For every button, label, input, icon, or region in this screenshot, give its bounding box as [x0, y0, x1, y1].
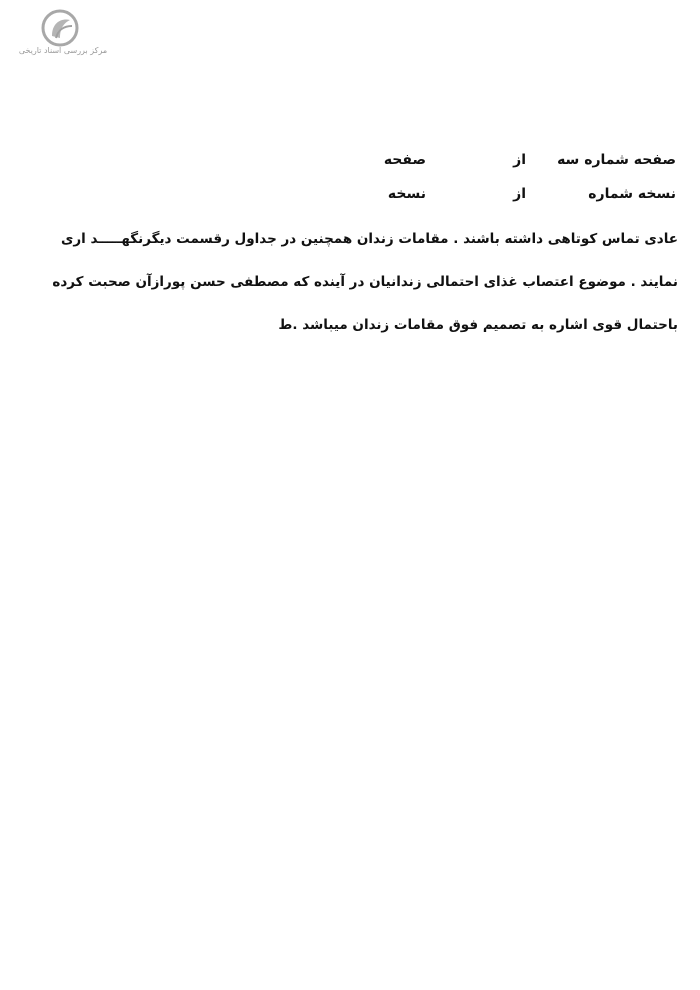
page-of-label: از — [513, 152, 526, 168]
copy-number-line — [356, 186, 676, 208]
copy-total-label: نسخه — [387, 186, 426, 202]
body-line: عادی تماس کوتاهی داشته باشند . مقامات زندان همچنین در جداول رقسمت دیگرنگهـــــد اری — [61, 231, 678, 247]
copy-of-label: از — [513, 186, 526, 202]
body-line: نمایند . موضوع اعتصاب غذای احتمالی زندانیان در آینده که مصطفی حسن پورازآن صحبت کرده — [52, 274, 678, 290]
page-total-label: صفحه — [383, 152, 426, 168]
archive-caption: مرکز بررسی اسناد تاریخی — [18, 46, 108, 55]
page-number-line — [356, 152, 676, 174]
archive-seal-icon — [40, 8, 80, 48]
archive-logo — [8, 8, 118, 60]
body-line: باحتمال قوی اشاره به تصمیم فوق مقامات زندان میباشد .ط — [278, 317, 678, 333]
copy-number-label: نسخه شماره — [588, 186, 676, 202]
page-number-label: صفحه شماره سه — [557, 152, 676, 168]
